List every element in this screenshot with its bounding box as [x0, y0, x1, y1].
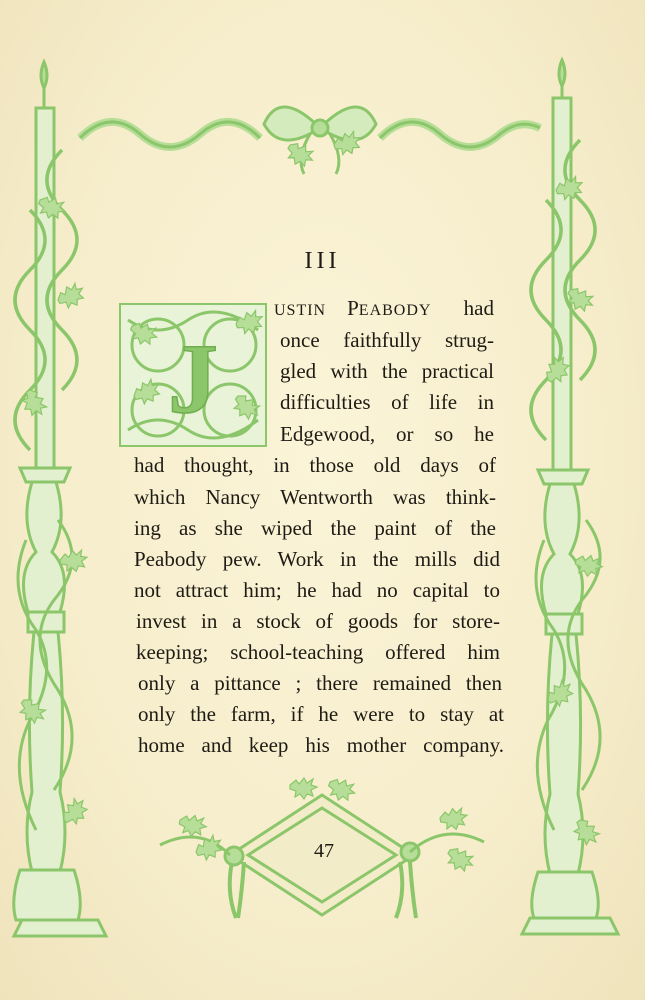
text-line: Edgewood, or so he [280, 422, 494, 446]
text-line: Peabody pew. Work in the mills did [134, 547, 500, 571]
text-line: not attract him; he had no capital to [134, 578, 500, 602]
name-small-caps: EABODY [358, 302, 432, 319]
text-line: which Nancy Wentworth was think- [134, 485, 496, 509]
text-line: only a pittance ; there remained then [138, 671, 502, 695]
text-line: had thought, in those old days of [134, 453, 496, 477]
text-line: once faithfully strug- [280, 328, 494, 352]
text-line: ing as she wiped the paint of the [134, 516, 496, 540]
left-candlestick [14, 62, 106, 936]
chapter-number: III [304, 248, 341, 274]
text-line: difficulties of life in [280, 390, 494, 414]
small-caps-after-initial: USTIN [274, 302, 327, 319]
page-number: 47 [314, 840, 334, 862]
text-line-1 [274, 295, 494, 324]
drop-cap-initial [118, 300, 268, 450]
text-line: keeping; school-teaching offered him [136, 640, 500, 664]
name-initial: P [347, 296, 359, 320]
text-line: invest in a stock of goods for store- [136, 609, 500, 633]
first-line-end: had [463, 296, 494, 320]
top-ribbon-bow [80, 107, 540, 174]
text-line: gled with the practical [280, 359, 494, 383]
drop-cap-letter: J [168, 323, 218, 434]
text-line: home and keep his mother company. [138, 733, 504, 757]
text-line: only the farm, if he were to stay at [138, 702, 504, 726]
